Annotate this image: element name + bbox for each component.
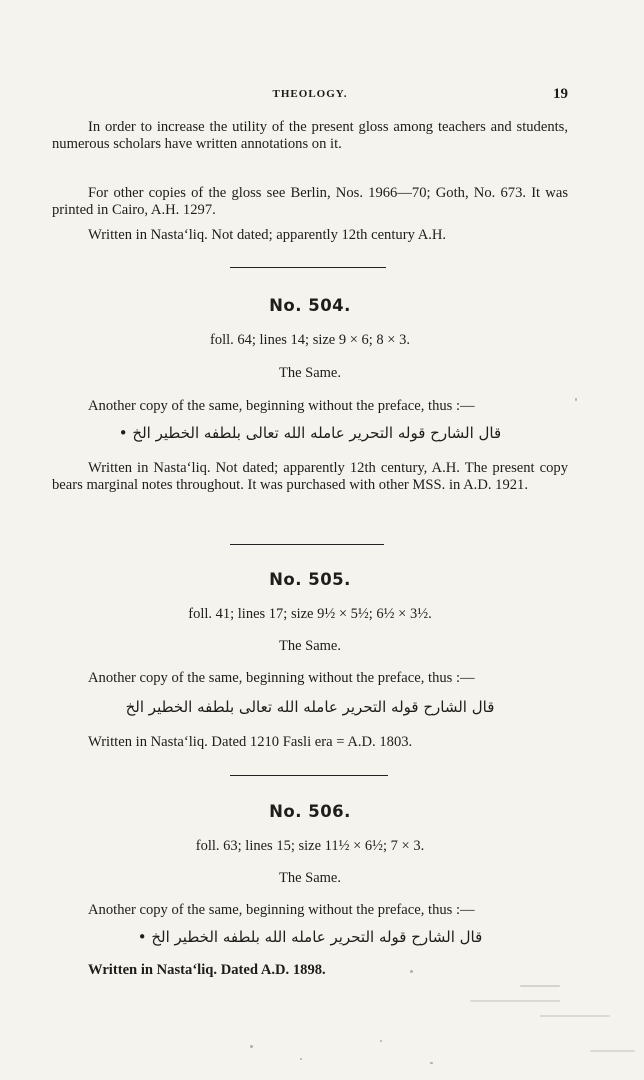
entry-details-504: foll. 64; lines 14; size 9 × 6; 8 × 3.: [209, 332, 410, 348]
scan-speck: [520, 985, 560, 987]
scan-speck: [575, 398, 577, 401]
section-divider: [230, 775, 388, 776]
scan-speck: [380, 1040, 382, 1042]
intro-paragraph-1: In order to increase the utility of the present gloss among teachers and students, numerous scholars have written annotations on it.: [52, 119, 568, 152]
page-number: 19: [553, 86, 568, 102]
scan-speck: [430, 1062, 433, 1064]
section-divider: [230, 267, 386, 268]
arabic-incipit-505: قال الشارح قوله التحرير عامله الله تعالى بلطفه الخطير الخ: [125, 698, 495, 716]
entry-title-505: The Same.: [278, 638, 341, 654]
entry-note-506: Written in Nasta‘liq. Dated A.D. 1898.: [88, 962, 326, 978]
intro-paragraph-3: Written in Nasta‘liq. Not dated; apparently 12th century A.H.: [88, 227, 447, 243]
entry-title-504: The Same.: [278, 365, 341, 381]
arabic-incipit-504: قال الشارح قوله التحرير عامله الله تعالى بلطفه الخطير الخ •: [118, 424, 502, 442]
scan-speck: [590, 1050, 635, 1052]
intro-paragraph-2: For other copies of the gloss see Berlin, Nos. 1966—70; Goth, No. 673. It was printed in Cairo, A.H. 1297.: [52, 185, 568, 218]
entry-title-506: The Same.: [278, 870, 341, 886]
entry-note-505: Written in Nasta‘liq. Dated 1210 Fasli era = A.D. 1803.: [88, 734, 413, 750]
entry-number-504: No. 504.: [269, 296, 351, 315]
scan-speck: [470, 1000, 560, 1002]
scan-speck: [250, 1045, 253, 1048]
entry-description-504: Another copy of the same, beginning without the preface, thus :—: [88, 398, 475, 414]
entry-note-504: Written in Nasta‘liq. Not dated; apparently 12th century, A.H. The present copy bears marginal notes throughout. It was purchased with other MSS. in A.D. 1921.: [52, 460, 568, 493]
entry-number-505: No. 505.: [269, 570, 351, 589]
entry-number-506: No. 506.: [269, 802, 351, 821]
scan-speck: [540, 1015, 610, 1017]
entry-details-505: foll. 41; lines 17; size 9½ × 5½; 6½ × 3½.: [188, 606, 432, 622]
arabic-incipit-506: قال الشارح قوله التحرير عامله الله بلطفه الخطير الخ •: [137, 928, 483, 946]
running-title: THEOLOGY.: [272, 88, 348, 100]
entry-description-506: Another copy of the same, beginning without the preface, thus :—: [88, 902, 475, 918]
section-divider: [230, 544, 384, 545]
scan-speck: [410, 970, 413, 973]
page-header: [52, 86, 568, 106]
entry-description-505: Another copy of the same, beginning without the preface, thus :—: [88, 670, 475, 686]
entry-details-506: foll. 63; lines 15; size 11½ × 6½; 7 × 3.: [195, 838, 425, 854]
scan-speck: [300, 1058, 302, 1060]
